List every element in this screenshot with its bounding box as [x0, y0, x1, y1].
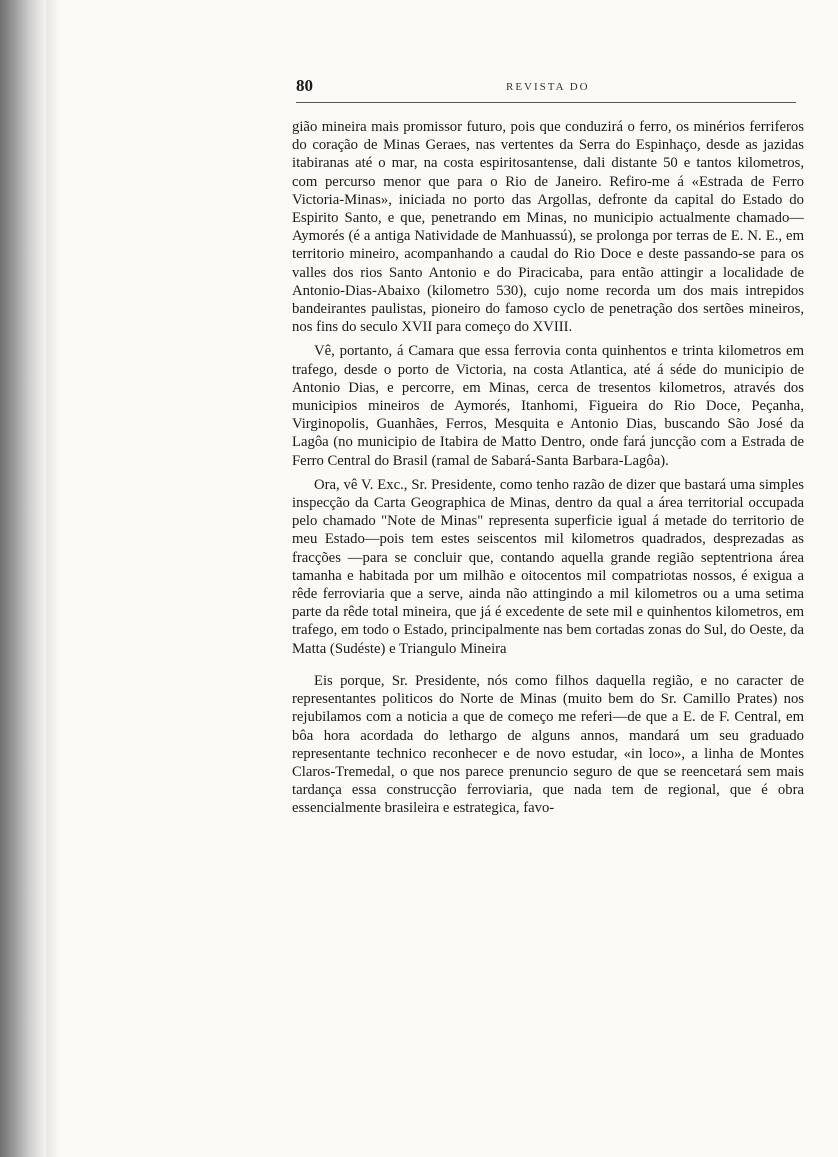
page-header	[296, 76, 796, 100]
paragraph-3: Ora, vê V. Exc., Sr. Presidente, como tenho razão de dizer que bastará uma simples inspecção da Carta Geographica de Minas, dentro da qual a área territorial occupada pelo chamado "Note de Minas" representa superficie igual á metade do territorio de meu Estado—pois tem estes seiscentos mil kilometros quadrados, desprezadas as fracções —para se concluir que, contando aquella grande região septentriona área tamanha e habitada por um milhão e oitocentos mil compatriotas nossos, é exigua a rêde ferroviaria que a serve, ainda não attingindo a mil kilometros ou a uma setima parte da rêde total mineira, que já é excedente de sete mil e quinhentos kilometros, em trafego, em todo o Estado, principalmente nas bem cortadas zonas do Sul, do Oeste, da Matta (Sudéste) e Triangulo Mineira	[292, 476, 804, 657]
page-binding-shadow	[0, 0, 46, 1157]
paragraph-4: Eis porque, Sr. Presidente, nós como filhos daquella região, e no caracter de representantes politicos do Norte de Minas (muito bem do Sr. Camillo Prates) nos rejubilamos com a noticia a que de começo me referi—de que a E. de F. Central, em bôa hora acordada do lethargo de alguns annos, mandará um seu graduado representante technico reconhecer e de novo estudar, «in loco», a linha de Montes Claros-Tremedal, o que nos parece prenuncio seguro de que se reencetará sem mais tardança essa construcção ferroviaria, que nada tem de regional, que é obra essencialmente brasileira e estrategica, favo-	[292, 672, 804, 817]
body-text	[292, 118, 804, 818]
page-binding-edge	[46, 0, 60, 1157]
running-head: REVISTA DO	[506, 81, 590, 93]
paragraph-2: Vê, portanto, á Camara que essa ferrovia conta quinhentos e trinta kilometros em trafego, desde o porto de Victoria, na costa Atlantica, até á séde do municipio de Antonio Dias, e percorre, em Minas, cerca de tresentos kilometros, através dos municipios mineiros de Aymorés, Itanhomi, Figueira do Rio Doce, Peçanha, Virginopolis, Guanhães, Ferros, Mesquita e Antonio Dias, buscando São José da Lagôa (no municipio de Itabira de Matto Dentro, onde fará juncção com a Estrada de Ferro Central do Brasil (ramal de Sabará-Santa Barbara-Lagôa).	[292, 343, 804, 469]
paragraph-1: gião mineira mais promissor futuro, pois que conduzirá o ferro, os minérios ferriferos do coração de Minas Geraes, nas vertentes da Serra do Espinhaço, desde as jazidas itabiranas até o mar, na costa espiritosantense, dali distante 50 e tantos kilometros, com percurso menor que para o Rio de Janeiro. Refiro-me á «Estrada de Ferro Victoria-Minas», iniciada no porto das Argollas, defronte da capital do Estado do Espirito Santo, e que, penetrando em Minas, no municipio actualmente chamado—Aymorés (é a antiga Natividade de Manhuassú), se prolonga por terras de E. N. E., em territorio mineiro, acompanhando a caudal do Rio Doce e deste passando-se para os valles dos rios Santo Antonio e do Piracicaba, para então attingir a localidade de Antonio-Dias-Abaixo (kilometro 530), cujo nome recorda um dos mais intrepidos bandeirantes paulistas, pioneiro do famoso cyclo de penetração dos sertões mineiros, nos fins do seculo XVII para começo do XVIII.	[292, 119, 804, 336]
page-number: 80	[296, 76, 313, 95]
header-rule	[296, 102, 796, 103]
